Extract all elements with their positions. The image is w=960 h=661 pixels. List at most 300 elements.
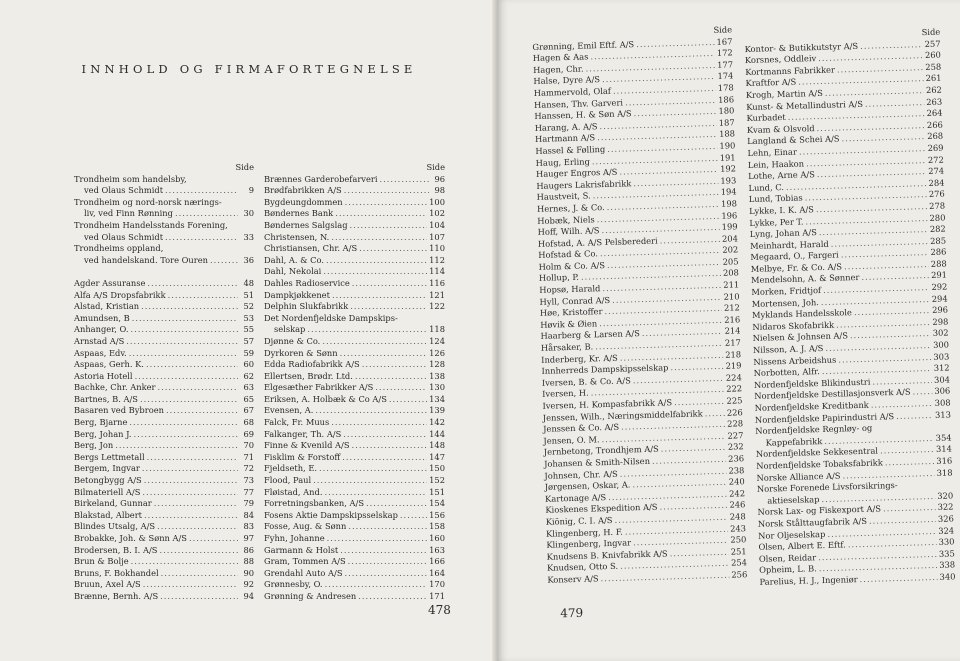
entry-page: 248 — [729, 511, 746, 522]
leader-dots — [132, 313, 238, 325]
entry-page: 318 — [936, 466, 953, 478]
entry-page: 121 — [429, 289, 445, 300]
index-entry — [74, 545, 254, 557]
index-entry — [74, 348, 254, 360]
entry-name: Hagen, Chr. — [532, 63, 584, 75]
side-header: Side — [921, 26, 941, 38]
index-entry — [74, 394, 254, 406]
leader-dots — [600, 570, 729, 585]
index-entry — [264, 336, 445, 348]
index-entry — [74, 498, 254, 510]
leader-dots — [129, 417, 238, 429]
entry-page: 192 — [719, 163, 737, 174]
leader-dots — [144, 475, 238, 487]
entry-page: 190 — [719, 140, 736, 151]
entry-page: 148 — [429, 440, 445, 451]
leader-dots — [344, 185, 429, 197]
entry-page: 118 — [429, 324, 445, 335]
entry-page: 202 — [722, 244, 739, 256]
index-entry — [264, 521, 445, 533]
entry-name: Hauger Engros A/S — [535, 166, 618, 180]
entry-name: Hassel & Følling — [535, 143, 606, 156]
entry-page: 142 — [429, 417, 445, 428]
index-entry — [74, 521, 254, 533]
entry-page: 65 — [243, 393, 254, 404]
entry-name: Mortensen, Joh. — [751, 296, 819, 309]
entry-name: Norske Forenede Livsforsikrings- — [756, 480, 898, 495]
leader-dots — [331, 417, 427, 429]
entry-page: 9 — [248, 185, 254, 196]
entry-name: Kappefabrikk — [765, 435, 823, 448]
leader-dots — [389, 394, 427, 406]
entry-page: 263 — [926, 96, 943, 107]
entry-page: 180 — [718, 105, 735, 116]
entry-page: 139 — [429, 405, 445, 416]
entry-name: Fløistad, And. — [264, 486, 323, 497]
leader-dots — [896, 410, 933, 423]
entry-page: 30 — [243, 208, 254, 219]
entry-page: 104 — [429, 219, 445, 230]
entry-name: Flood, Paul — [264, 475, 312, 486]
entry-page: 288 — [930, 258, 947, 269]
leader-dots — [343, 429, 427, 441]
index-entry — [264, 475, 445, 487]
entry-name: Innherreds Dampskipsselskap — [541, 362, 669, 377]
entry-name: Morken, Fridtjof — [751, 285, 822, 298]
entry-name: Kontor- & Butikkutstyr A/S — [744, 40, 859, 54]
side-header: Side — [426, 162, 445, 172]
leader-dots — [352, 440, 428, 452]
entry-page: 160 — [429, 533, 445, 543]
entry-name: Gram, Tommen A/S — [264, 556, 346, 567]
leader-dots — [135, 371, 238, 383]
entry-name: Christiansen, Chr. A/S — [264, 243, 358, 254]
leader-dots — [147, 452, 238, 464]
index-entry — [264, 417, 445, 429]
entry-name: Bygdeungdommen — [264, 196, 343, 207]
entry-page: 100 — [429, 196, 445, 207]
entry-page: 138 — [429, 370, 445, 381]
leader-dots — [189, 533, 238, 545]
entry-page: 53 — [243, 312, 254, 323]
leader-dots — [348, 521, 427, 533]
entry-name: Edda Radiofabrikk A/S — [264, 359, 360, 370]
entry-page: 124 — [429, 335, 445, 346]
entry-name: Opheim, L. B. — [759, 563, 817, 576]
leader-dots — [340, 348, 428, 360]
entry-name: Kiönig, C. I. A/S — [545, 514, 613, 527]
index-entry — [74, 533, 254, 545]
entry-name: Nielsen & Johnsen A/S — [752, 330, 849, 344]
entry-page: 286 — [930, 246, 947, 258]
entry-page: 163 — [429, 544, 445, 555]
leader-dots — [358, 591, 427, 603]
entry-page: 324 — [938, 524, 955, 536]
leader-dots — [133, 429, 238, 441]
leader-dots — [319, 463, 427, 475]
index-entry — [74, 208, 254, 220]
entry-name: Høe, Kristoffer — [539, 306, 603, 319]
index-entry — [74, 220, 254, 232]
index-entry — [264, 174, 445, 186]
leader-dots — [345, 568, 428, 580]
entry-name: Myklands Handelsskole — [751, 307, 853, 321]
leader-dots — [315, 405, 427, 417]
leader-dots — [161, 568, 238, 580]
leader-dots — [160, 591, 238, 603]
entry-name: Bergs Lettmetall — [74, 451, 145, 462]
entry-page: 282 — [929, 223, 946, 235]
leader-dots — [313, 475, 427, 487]
entry-page: 98 — [434, 185, 445, 196]
entry-name: Fjeldseth, E. — [264, 463, 318, 474]
entry-page: 251 — [730, 545, 747, 557]
entry-name: Fosens Aktie Dampskipsselskap — [264, 509, 398, 520]
leader-dots — [342, 452, 427, 464]
leader-dots — [154, 498, 238, 510]
entry-name: Brodersen, B. I. A/S — [74, 544, 158, 555]
entry-name: Alfa A/S Dropsfabrikk — [74, 289, 166, 300]
entry-page: 154 — [429, 498, 445, 509]
entry-name: Inderberg, Kr. A/S — [541, 352, 618, 365]
leader-dots — [348, 556, 427, 568]
entry-name: Kurbadet — [746, 112, 786, 124]
index-entry — [264, 440, 445, 452]
entry-name: Lehn, Einar — [747, 146, 797, 158]
entry-name: Nordenfjeldske Kreditbank — [754, 399, 869, 413]
entry-page: 67 — [243, 405, 254, 416]
entry-name: Hyll, Conrad A/S — [539, 294, 611, 307]
entry-page: 150 — [429, 463, 445, 474]
entry-name: Evensen, A. — [264, 405, 314, 416]
leader-dots — [130, 324, 238, 336]
entry-page: 308 — [934, 397, 951, 408]
index-entry — [74, 255, 254, 267]
index-entry — [264, 255, 445, 267]
entry-name: Dahl, Nekolai — [264, 266, 322, 277]
entry-name: ved Olaus Schmidt — [84, 185, 164, 196]
entry-page: 212 — [723, 302, 740, 313]
entry-page: 166 — [429, 556, 445, 567]
index-entry — [264, 510, 445, 522]
entry-name: Norsk Stålttaugfabrik A/S — [757, 515, 868, 529]
entry-page: 238 — [728, 464, 745, 476]
index-entry — [74, 591, 254, 603]
entry-name: Norbotten, Alfr. — [753, 366, 820, 379]
entry-name: Bartnes, B. A/S — [74, 393, 138, 404]
leader-dots — [331, 232, 427, 244]
entry-name: Norske Alliance A/S — [756, 470, 841, 483]
index-entry — [264, 232, 445, 244]
right-page-content — [532, 18, 960, 629]
entry-page: 59 — [243, 347, 254, 358]
leader-dots — [359, 243, 427, 255]
entry-page: 354 — [935, 432, 952, 443]
entry-page: 204 — [721, 233, 739, 244]
index-entry — [264, 290, 445, 302]
leader-dots — [141, 301, 238, 313]
entry-page: 278 — [929, 200, 946, 211]
leader-dots — [129, 348, 238, 360]
entry-name: Johansen & Smith-Nilsen — [543, 455, 651, 469]
entry-page: 298 — [932, 316, 949, 327]
index-entry — [264, 197, 445, 209]
index-entry — [264, 359, 445, 371]
index-entry — [264, 301, 445, 313]
leader-dots — [325, 579, 428, 591]
entry-page: 260 — [924, 49, 941, 61]
leader-dots — [322, 336, 427, 348]
page-number-right: 479 — [560, 605, 584, 621]
index-entry — [74, 197, 254, 209]
entry-page: 51 — [243, 289, 254, 300]
entry-name: Birkeland, Gunnar — [74, 498, 152, 509]
side-header: Side — [713, 24, 733, 35]
index-entry — [74, 429, 254, 441]
index-entry — [74, 359, 254, 371]
entry-name: Berg, Bjarne — [74, 417, 128, 428]
leader-dots — [366, 498, 427, 510]
leader-dots — [859, 572, 937, 586]
entry-name: Hammervold, Olaf — [533, 85, 612, 98]
entry-page: 306 — [934, 385, 951, 397]
entry-name: Grønning, Emil Eftf. A/S — [532, 38, 635, 52]
entry-name: Falkanger, Th. A/S — [264, 428, 342, 439]
entry-page: 102 — [429, 208, 445, 219]
entry-name: Haugers Lakrisfabrikk — [536, 178, 632, 191]
leader-dots — [912, 386, 932, 398]
entry-page: 156 — [429, 509, 445, 520]
entry-name: ved handelskand. Tore Ouren — [84, 254, 208, 265]
entry-page: 266 — [926, 119, 943, 130]
entry-page: 274 — [928, 165, 945, 177]
entry-name: Hagen & Aas — [532, 51, 589, 64]
entry-name: Blindes Utsalg, A/S — [74, 521, 156, 532]
entry-page: 84 — [243, 509, 254, 520]
entry-name: Jernbetong, Trondhjem A/S — [543, 444, 659, 458]
entry-page: 107 — [429, 231, 445, 242]
entry-page: 254 — [730, 557, 748, 568]
entry-name: Olsen, Reidar — [758, 551, 817, 564]
index-entry — [264, 313, 445, 325]
entry-name: Fosse, Aug. & Sønn — [264, 521, 347, 532]
entry-page: 313 — [934, 409, 952, 420]
leader-dots — [352, 278, 427, 290]
entry-name: Fisklim & Forstoff — [264, 451, 341, 462]
entry-name: Olsen, Albert E. Eftf. — [758, 539, 846, 552]
entry-name: Blakstad, Albert — [74, 509, 143, 520]
entry-page: 292 — [931, 281, 948, 293]
entry-page: 256 — [731, 569, 748, 580]
entry-page: 63 — [243, 382, 254, 393]
leader-dots — [175, 208, 238, 220]
entry-page: 83 — [243, 521, 254, 532]
entry-page: 335 — [938, 548, 955, 559]
side-header: Side — [235, 162, 254, 172]
index-entry — [74, 232, 254, 244]
entry-page: 316 — [936, 455, 953, 466]
index-entry — [74, 290, 254, 302]
entry-page: 94 — [243, 590, 254, 601]
entry-page: 246 — [729, 499, 746, 511]
entry-page: 88 — [243, 556, 254, 567]
entry-name: aktieselskap — [767, 493, 820, 506]
entry-page: 232 — [727, 441, 744, 453]
entry-name: Hartmann A/S — [534, 132, 596, 145]
entry-name: Megaard, O., Fargeri — [750, 249, 839, 263]
entry-page: 171 — [429, 590, 445, 601]
index-entry — [264, 371, 445, 383]
entry-name: Lykke, I. K. A/S — [748, 204, 815, 216]
entry-name: Brun & Bolje — [74, 556, 129, 567]
entry-name: Fyhn, Johanne — [264, 533, 325, 543]
index-entry — [74, 301, 254, 313]
index-entry — [264, 394, 445, 406]
leader-dots — [345, 197, 428, 209]
entry-page: 222 — [726, 383, 743, 395]
leader-dots — [165, 185, 238, 197]
leader-dots — [210, 255, 238, 267]
entry-page: 294 — [931, 293, 948, 304]
entry-name: Anhanger, O. — [74, 324, 129, 335]
leader-dots — [400, 510, 427, 522]
entry-name: ved Olaus Schmidt — [84, 231, 164, 242]
entry-page: 72 — [243, 463, 254, 474]
entry-name: Lund, C. — [748, 181, 785, 193]
index-entry — [74, 463, 254, 475]
entry-page: 276 — [928, 188, 945, 200]
leader-dots — [704, 407, 725, 419]
index-entry — [264, 324, 445, 336]
index-entry — [264, 452, 445, 464]
entry-name: Kortmanns Fabrikker — [745, 64, 836, 77]
entry-page: 258 — [925, 61, 942, 72]
entry-name: Lykke, Per T. — [749, 215, 804, 228]
entry-name: Bergem, Ingvar — [74, 463, 140, 474]
leader-dots — [147, 278, 238, 290]
entry-name: Klingenberg, H. F. — [545, 526, 623, 539]
entry-name: Dahles Radioservice — [264, 277, 350, 288]
entry-name: Bruns, F. Bokhandel — [74, 567, 159, 578]
entry-name: Trondheim Handelsstands Forening, — [74, 219, 228, 230]
entry-page: 217 — [724, 337, 741, 348]
entry-page: 128 — [429, 359, 445, 370]
entry-name: liv, ved Finn Rønning — [84, 208, 173, 219]
leader-dots — [327, 533, 428, 545]
entry-name: Lyng, Johan A/S — [749, 227, 817, 240]
entry-name: Iversen, H. — [542, 387, 589, 400]
entry-page: 242 — [729, 487, 746, 499]
leader-dots — [375, 382, 427, 394]
entry-name: Norsk Lax- og Fiskexport A/S — [757, 503, 882, 518]
entry-name: Brødfabrikken A/S — [264, 185, 342, 196]
entry-page: 240 — [728, 476, 745, 487]
entry-name: Dampkjøkkenet — [264, 289, 330, 300]
entry-page: 178 — [717, 82, 734, 93]
entry-name: Haug, Erling — [535, 155, 590, 168]
index-entry — [74, 278, 254, 290]
entry-name: Aspaas, Edv. — [74, 347, 127, 358]
entry-name: Brænnes Garderobefarveri — [264, 173, 378, 184]
entry-page: 194 — [720, 186, 737, 198]
entry-name: Johnsen, Chr. A/S — [544, 468, 618, 481]
entry-page: 116 — [429, 277, 445, 288]
entry-name: Hofstad, A. A/S Pelsberederi — [537, 235, 658, 249]
entry-page: 264 — [926, 107, 943, 119]
entry-page: 296 — [931, 304, 949, 316]
page-number-left: 478 — [428, 603, 451, 617]
leader-dots — [157, 521, 238, 533]
entry-name: Meinhardt, Harald — [749, 238, 829, 251]
entry-page: 211 — [723, 279, 740, 290]
leader-dots — [350, 301, 427, 313]
entry-name: Trondheim og nord-norsk nærings- — [74, 196, 222, 207]
entry-name: Nordenfjeldske Tobaksfabrikk — [756, 457, 883, 471]
entry-page: 257 — [924, 38, 941, 49]
entry-page: 326 — [937, 513, 954, 524]
entry-page: 144 — [429, 428, 445, 439]
entry-page: 314 — [935, 443, 952, 455]
index-entry — [264, 278, 445, 290]
entry-page: 71 — [243, 451, 254, 462]
entry-page: 268 — [927, 130, 944, 142]
entry-name: Krogh, Martin A/S — [745, 87, 823, 101]
entry-page: 152 — [429, 475, 445, 486]
entry-page: 186 — [718, 93, 735, 105]
entry-page: 219 — [725, 360, 742, 371]
entry-page: 188 — [718, 128, 736, 140]
entry-name: Grendahl Auto A/S — [264, 567, 343, 578]
entry-page: 226 — [726, 406, 743, 418]
entry-name: Amundsen, B — [74, 312, 130, 323]
entry-name: Astoria Hotell — [74, 370, 133, 381]
entry-page: 92 — [243, 579, 254, 590]
leader-dots — [350, 220, 428, 232]
entry-page: 126 — [429, 347, 445, 358]
entry-page: 214 — [724, 325, 741, 337]
entry-name: Holm & Co. A/S — [538, 259, 606, 272]
index-entry — [264, 463, 445, 475]
entry-page: 250 — [730, 534, 747, 545]
entry-page: 199 — [721, 221, 738, 232]
entry-name: Hernes, J. & Co. — [536, 201, 605, 214]
index-entry — [264, 579, 445, 591]
entry-page: 77 — [243, 486, 254, 497]
entry-name: Jørgensen, Oskar, A. — [544, 479, 631, 492]
entry-page: 110 — [429, 243, 445, 254]
entry-page: 191 — [719, 151, 736, 163]
index-entry — [74, 185, 254, 197]
entry-name: Betongbygg A/S — [74, 475, 142, 486]
entry-page: 174 — [717, 70, 734, 82]
left-column-1 — [74, 162, 254, 603]
entry-name: Trondheim som handelsby, — [74, 173, 187, 184]
leader-dots — [340, 545, 427, 557]
entry-page: 330 — [938, 536, 955, 547]
page-title: INNHOLD OG FIRMAFORTEGNELSE — [81, 62, 417, 76]
index-entry — [264, 568, 445, 580]
entry-name: Agder Assuranse — [74, 277, 146, 288]
entry-name: Parelius, H. J., Ingeniør — [759, 574, 858, 587]
index-entry — [264, 545, 445, 557]
index-entry — [264, 591, 445, 603]
entry-name: Nordenfjeldske Blikindustri — [753, 376, 871, 390]
entry-page: 228 — [727, 418, 744, 429]
entry-name: Halse, Dyre A/S — [533, 74, 601, 87]
entry-name: Arnstad A/S — [74, 335, 125, 346]
leader-dots — [355, 371, 427, 383]
entry-page: 96 — [434, 173, 445, 184]
